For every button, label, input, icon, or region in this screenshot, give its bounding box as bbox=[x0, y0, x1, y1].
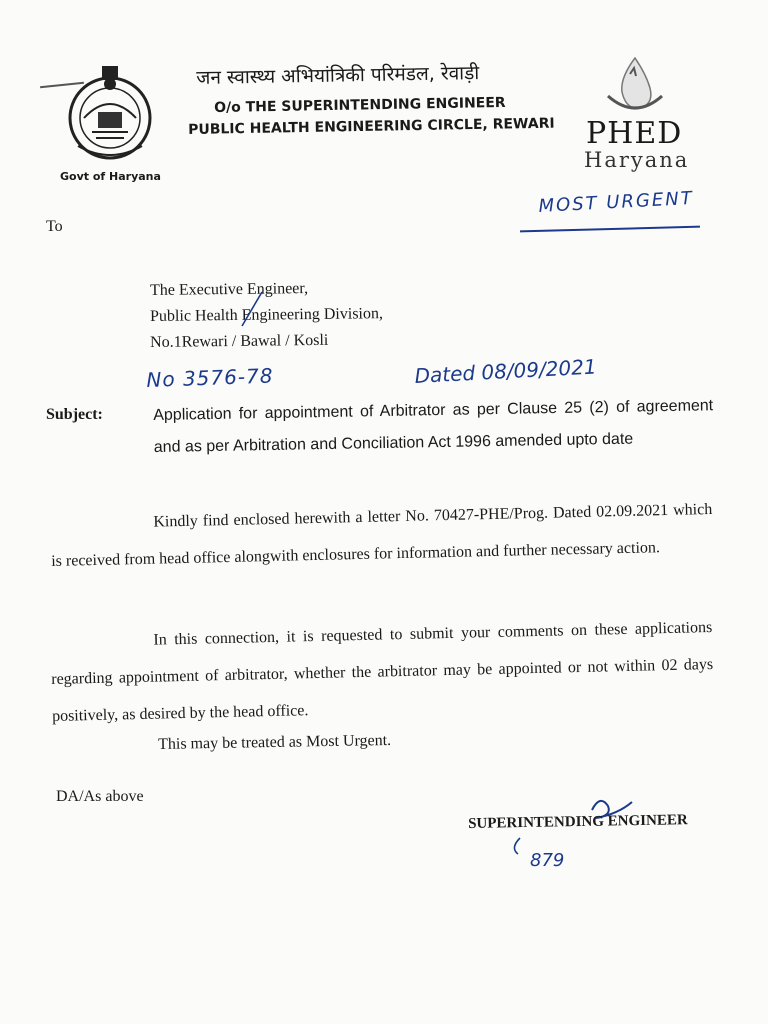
urgent-annotation: MOST URGENT bbox=[538, 187, 695, 217]
body-paragraph-1 bbox=[50, 491, 714, 580]
enclosure-note: DA/As above bbox=[56, 788, 144, 805]
body-paragraph-3: This may be treated as Most Urgent. bbox=[158, 731, 392, 753]
subject-label: Subject: bbox=[46, 406, 103, 423]
signature-scribble bbox=[500, 792, 660, 882]
address-line-3: No.1Rewari / Bawal / Kosli bbox=[150, 331, 329, 351]
to-label: To bbox=[46, 218, 63, 235]
haryana-emblem-icon bbox=[58, 60, 162, 168]
logo-subtitle: Haryana bbox=[584, 148, 690, 172]
phed-drop-logo-icon bbox=[600, 56, 670, 120]
address-line-1: The Executive Engineer, bbox=[150, 280, 309, 299]
logo-title: PHED bbox=[586, 116, 683, 151]
body-paragraph-2 bbox=[50, 609, 714, 735]
emblem-caption: Govt of Haryana bbox=[60, 170, 161, 183]
pen-tick-mark bbox=[228, 290, 268, 330]
signatory-title: SUPERINTENDING ENGINEER bbox=[468, 812, 688, 832]
body-paragraph-2-text: In this connection, it is requested to submit your comments on these applications regarding appointment of arbitrator, whether the arbitrator may be appointed or not within 02 days positively, as desired by the head office. bbox=[51, 618, 714, 725]
hindi-title: जन स्वास्थ्य अभियांत्रिकी परिमंडल, रेवाड़ी bbox=[196, 62, 480, 89]
office-line-2: PUBLIC HEALTH ENGINEERING CIRCLE, REWARI bbox=[188, 115, 555, 138]
address-line-2: Public Health Engineering Division, bbox=[150, 305, 384, 325]
urgent-underline bbox=[520, 226, 700, 233]
subject-text: Application for appointment of Arbitrator as per Clause 25 (2) of agreement and as per Arbitration and Conciliation Act 1996 amended upto date bbox=[153, 397, 714, 456]
signature-number: 879 bbox=[530, 850, 565, 871]
body-paragraph-1-text: Kindly find enclosed herewith a letter No. 70427-PHE/Prog. Dated 02.09.2021 which is received from head office alongwith enclosures for information and further necessary action. bbox=[51, 500, 713, 570]
dispatch-date: Dated 08/09/2021 bbox=[414, 354, 598, 388]
reference-number: No 3576-78 bbox=[146, 363, 274, 392]
office-line-1: O/o THE SUPERINTENDING ENGINEER bbox=[214, 94, 506, 116]
